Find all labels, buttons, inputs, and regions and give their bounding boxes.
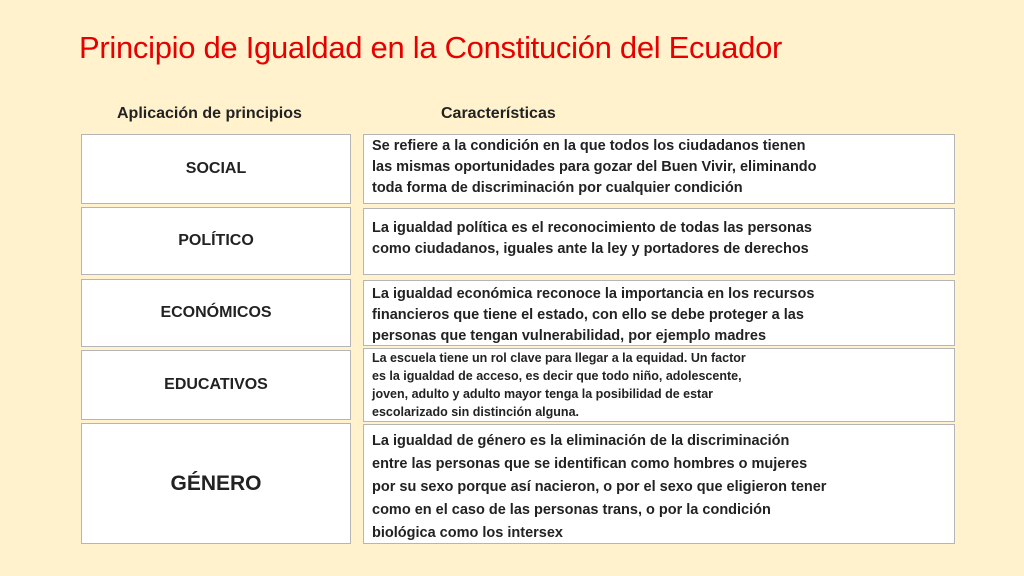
text-line: biológica como los intersex — [372, 525, 563, 541]
text-line: escolarizado sin distinción alguna. — [372, 405, 579, 419]
page-title: Principio de Igualdad en la Constitución del Ecuador — [79, 30, 783, 65]
principle-social: SOCIAL — [81, 134, 351, 204]
principle-genero: GÉNERO — [81, 423, 351, 544]
principle-economicos: ECONÓMICOS — [81, 279, 351, 347]
characteristics-social — [363, 134, 955, 204]
text-line: entre las personas que se identifican como hombres o mujeres — [372, 456, 808, 472]
text-line: como en el caso de las personas trans, o por la condición — [372, 502, 771, 518]
text-line: como ciudadanos, iguales ante la ley y portadores de derechos — [372, 241, 809, 257]
text-line: personas que tengan vulnerabilidad, por ejemplo madres — [372, 328, 767, 344]
text-line: toda forma de discriminación por cualquier condición — [372, 180, 743, 196]
text-line: joven, adulto y adulto mayor tenga la posibilidad de estar — [372, 387, 714, 401]
text-line: Se refiere a la condición en la que todos los ciudadanos tienen — [372, 138, 806, 154]
characteristics-politico — [363, 208, 955, 275]
text-line: La igualdad política es el reconocimiento de todas las personas — [372, 220, 812, 236]
text-line: es la igualdad de acceso, es decir que todo niño, adolescente, — [372, 369, 742, 383]
text-line: por su sexo porque así nacieron, o por el sexo que eligieron tener — [372, 479, 827, 495]
characteristics-genero — [363, 424, 955, 544]
text-line: La escuela tiene un rol clave para llegar a la equidad. Un factor — [372, 351, 746, 365]
column-header-principles: Aplicación de principios — [117, 105, 302, 122]
text-line: financieros que tiene el estado, con ello se debe proteger a las — [372, 307, 804, 323]
text-line: La igualdad de género es la eliminación de la discriminación — [372, 433, 790, 449]
column-header-characteristics: Características — [441, 105, 556, 122]
characteristics-economicos — [363, 280, 955, 346]
principle-educativos: EDUCATIVOS — [81, 350, 351, 420]
principle-politico: POLÍTICO — [81, 207, 351, 275]
text-line: las mismas oportunidades para gozar del Buen Vivir, eliminando — [372, 159, 817, 175]
text-line: La igualdad económica reconoce la importancia en los recursos — [372, 286, 815, 302]
characteristics-educativos — [363, 348, 955, 422]
